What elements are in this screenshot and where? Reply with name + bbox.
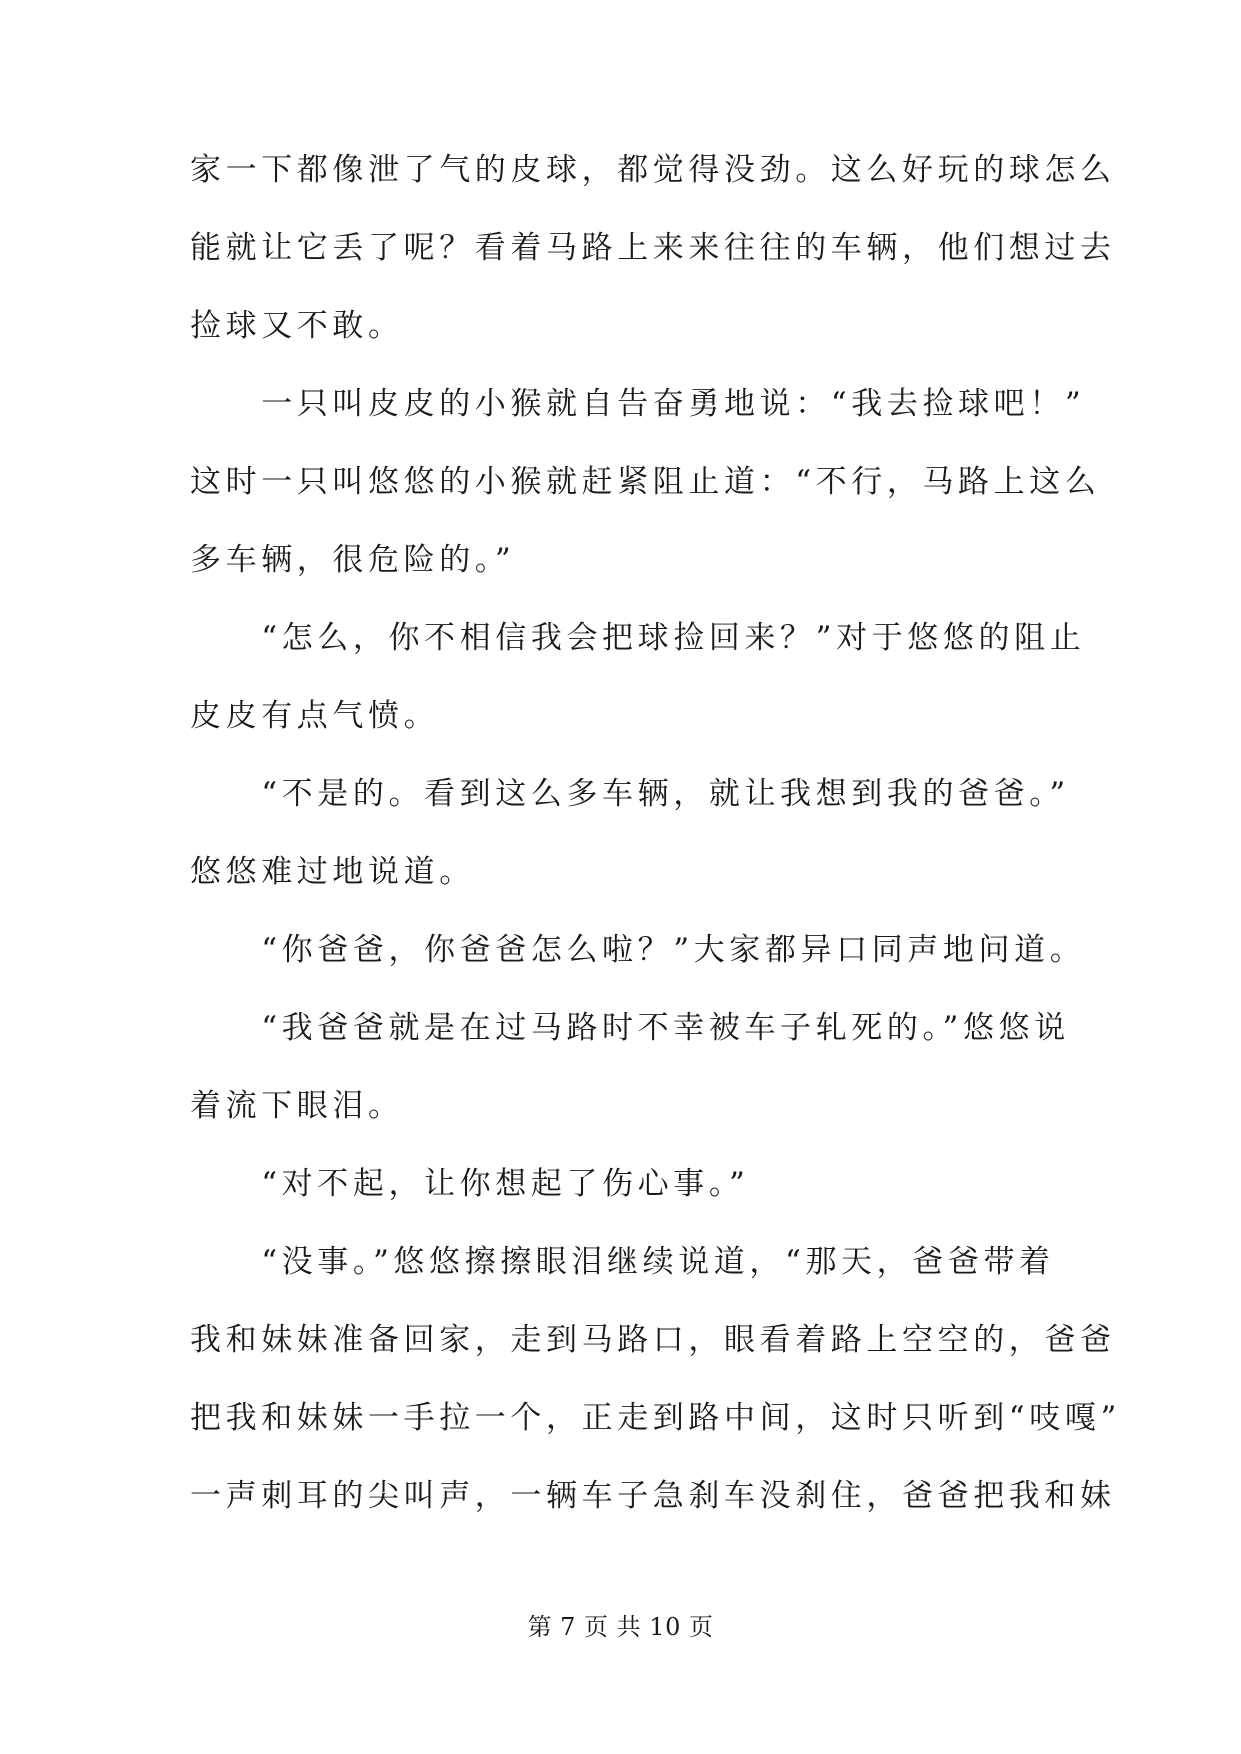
body-text-line: 捡球又不敢。 [190,308,404,344]
body-text-line: 着流下眼泪。 [190,1088,404,1124]
body-text-line: 悠悠难过地说道。 [190,854,475,890]
body-text-line: 多车辆，很危险的。” [190,542,516,578]
body-text-line: “怎么，你不相信我会把球捡回来？”对于悠悠的阻止 [190,620,1086,656]
body-text-line: 能就让它丢了呢？看着马路上来来往往的车辆，他们想过去 [190,230,1116,266]
body-text-line: “没事。”悠悠擦擦眼泪继续说道，“那天，爸爸带着 [190,1244,1055,1280]
body-text-line: “你爸爸，你爸爸怎么啦？”大家都异口同声地问道。 [190,932,1086,968]
body-text-line: 把我和妹妹一手拉一个，正走到路中间，这时只听到“吱嘎” [190,1400,1121,1436]
body-text-line: “不是的。看到这么多车辆，就让我想到我的爸爸。” [190,776,1070,812]
page-number-footer: 第 7 页 共 10 页 [527,1613,714,1641]
body-text-line: 一只叫皮皮的小猴就自告奋勇地说：“我去捡球吧！” [190,386,1086,422]
body-text-line: “我爸爸就是在过马路时不幸被车子轧死的。”悠悠说 [190,1010,1070,1046]
body-text-line: 家一下都像泄了气的皮球，都觉得没劲。这么好玩的球怎么 [190,152,1116,188]
body-text-line: 我和妹妹准备回家，走到马路口，眼看着路上空空的，爸爸 [190,1322,1116,1358]
body-text-line: 皮皮有点气愤。 [190,698,440,734]
body-text-line: 这时一只叫悠悠的小猴就赶紧阻止道：“不行，马路上这么 [190,464,1101,500]
body-text-line: 一声刺耳的尖叫声，一辆车子急刹车没刹住，爸爸把我和妹 [190,1478,1116,1514]
body-text-line: “对不起，让你想起了伤心事。” [190,1166,750,1202]
